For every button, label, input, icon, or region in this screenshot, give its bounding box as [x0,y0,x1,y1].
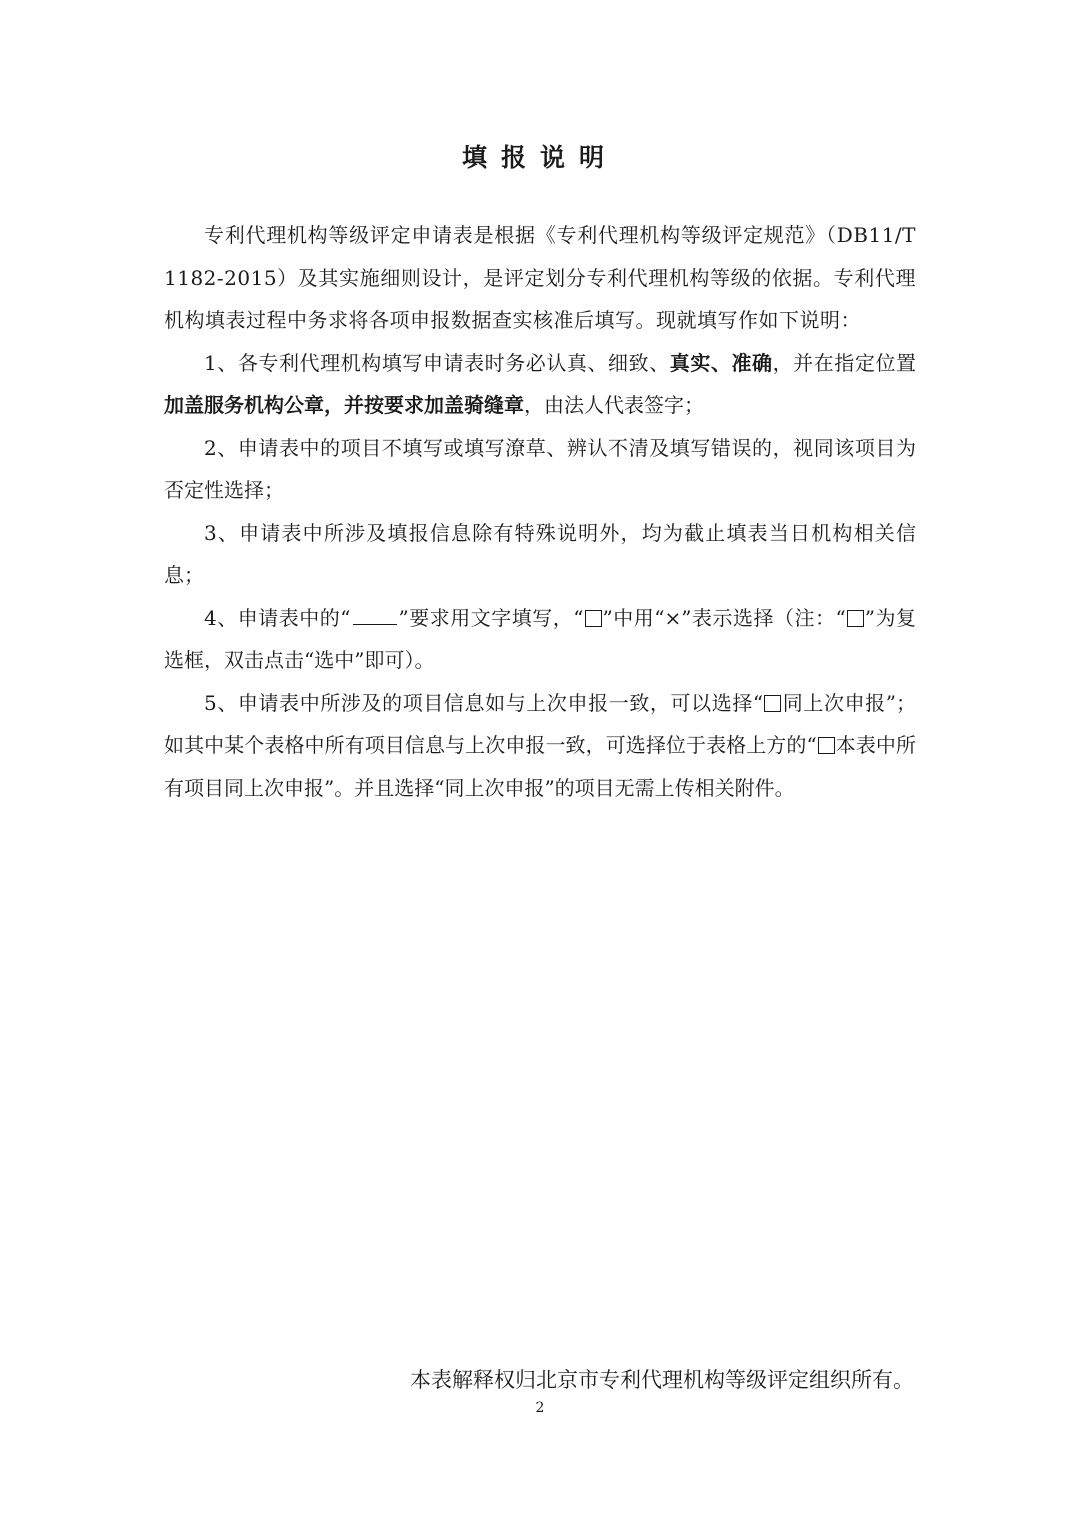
checkbox-sample-icon [818,737,835,754]
item1-text-c: ，并在指定位置 [772,350,917,375]
instruction-item-5 [164,682,916,810]
checkbox-sample-icon [764,695,781,712]
page-title: 填报说明 [461,143,618,172]
item5-text-c: 本表中所有项目同上次申报”。并且选择“同上次申报”的项目无需上传相关附件。 [164,733,916,800]
item4-text-d: ”为复选框，双击点击“选中”即可）。 [164,605,916,672]
checkbox-sample-icon [585,610,602,627]
item5-text-b: 同上次申报”；如其中某个表格中所有项目信息与上次申报一致，可选择位于表格上方的“ [164,690,916,757]
instruction-item-2: 2、申请表中的项目不填写或填写潦草、辨认不清及填写错误的，视同该项目为否定性选择； [164,435,916,502]
item1-text-a: 1、各专利代理机构填写申请表时务必认真、细致、 [204,350,670,375]
instruction-item-4 [164,597,916,682]
item1-emphasis-accuracy: 真实、准确 [669,350,773,375]
instruction-item-3: 3、申请表中所涉及填报信息除有特殊说明外，均为截止填表当日机构相关信息； [164,520,916,587]
item4-text-c: ”中用“×”表示选择（注：“ [602,605,846,630]
item5-text-a: 5、申请表中所涉及的项目信息如与上次申报一致，可以选择“ [204,690,764,715]
interpretation-note: 本表解释权归北京市专利代理机构等级评定组织所有。 [410,1368,914,1392]
checkbox-sample-icon [847,610,864,627]
item4-text-a: 4、申请表中的“ [204,605,351,630]
instruction-item-1 [164,342,916,427]
item1-emphasis-seal: 加盖服务机构公章，并按要求加盖骑缝章 [164,393,524,417]
blank-underline-sample [353,606,397,625]
document-body [164,214,916,809]
intro-paragraph: 专利代理机构等级评定申请表是根据《专利代理机构等级评定规范》（DB11/T 1182-2015）及其实施细则设计，是评定划分专利代理机构等级的依据。专利代理机构填表过程中务求将各项申报数据查实核准后填写。现就填写作如下说明： [164,223,916,332]
page-number: 2 [535,1400,545,1416]
item4-text-b: ”要求用文字填写，“ [398,605,584,630]
item1-text-e: ，由法人代表签字； [524,393,704,417]
